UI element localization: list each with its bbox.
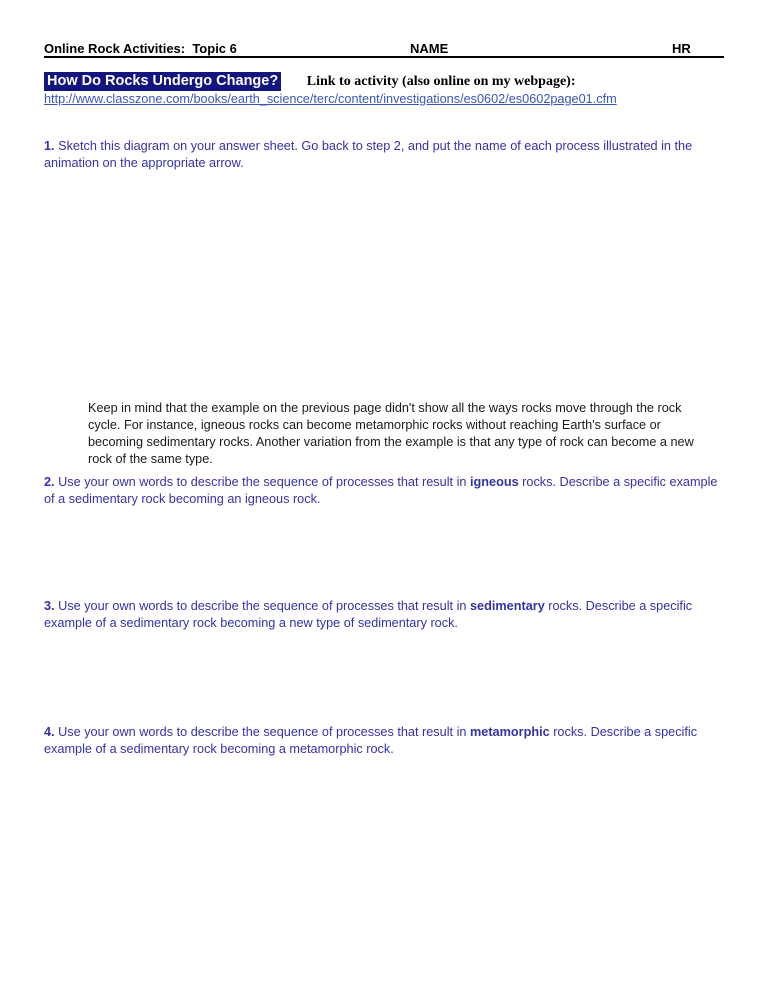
question-3-keyword: sedimentary [470, 599, 545, 613]
question-3 [44, 598, 724, 632]
question-2-text-before: Use your own words to describe the sequence of processes that result in [58, 475, 467, 489]
name-label: NAME [410, 41, 449, 56]
hr-label: HR [672, 41, 691, 56]
section-title-row [44, 72, 724, 91]
question-3-number: 3. [44, 599, 55, 613]
document-title: Online Rock Activities: Topic 6 [44, 41, 237, 56]
note-paragraph: Keep in mind that the example on the previous page didn't show all the ways rocks move through the rock cycle. For instance, igneous rocks can become metamorphic rocks without reaching Earth's surface or becoming sedimentary rocks. Another variation from the example is that any type of rock can become a new rock of the same type. [88, 401, 694, 466]
section-title-highlight: How Do Rocks Undergo Change? [44, 72, 281, 91]
question-4 [44, 724, 724, 758]
question-2-number: 2. [44, 475, 55, 489]
page-header [44, 40, 724, 58]
question-2-keyword: igneous [470, 475, 519, 489]
question-1-text: Sketch this diagram on your answer sheet. Go back to step 2, and put the name of each process illustrated in the animation on the appropriate arrow. [44, 139, 693, 170]
question-3-text-before: Use your own words to describe the sequence of processes that result in [58, 599, 467, 613]
question-4-text-after: rocks. Describe a specific example of a sedimentary rock becoming a metamorphic rock. [44, 725, 698, 756]
question-1-number: 1. [44, 139, 55, 153]
question-3-text-after: rocks. Describe a specific example of a sedimentary rock becoming a new type of sedimentary rock. [44, 599, 693, 630]
diagram-sketch-area [44, 172, 724, 400]
activity-link[interactable]: http://www.classzone.com/books/earth_science/terc/content/investigations/es0602/es0602page01.cfm [44, 92, 617, 106]
question-2-text-after: rocks. Describe a specific example of a sedimentary rock becoming an igneous rock. [44, 475, 718, 506]
question-4-text-before: Use your own words to describe the sequence of processes that result in [58, 725, 467, 739]
question-2 [44, 474, 724, 508]
question-4-keyword: metamorphic [470, 725, 550, 739]
question-1 [44, 138, 724, 172]
question-4-number: 4. [44, 725, 55, 739]
link-caption: Link to activity (also online on my webpage): [306, 74, 576, 89]
